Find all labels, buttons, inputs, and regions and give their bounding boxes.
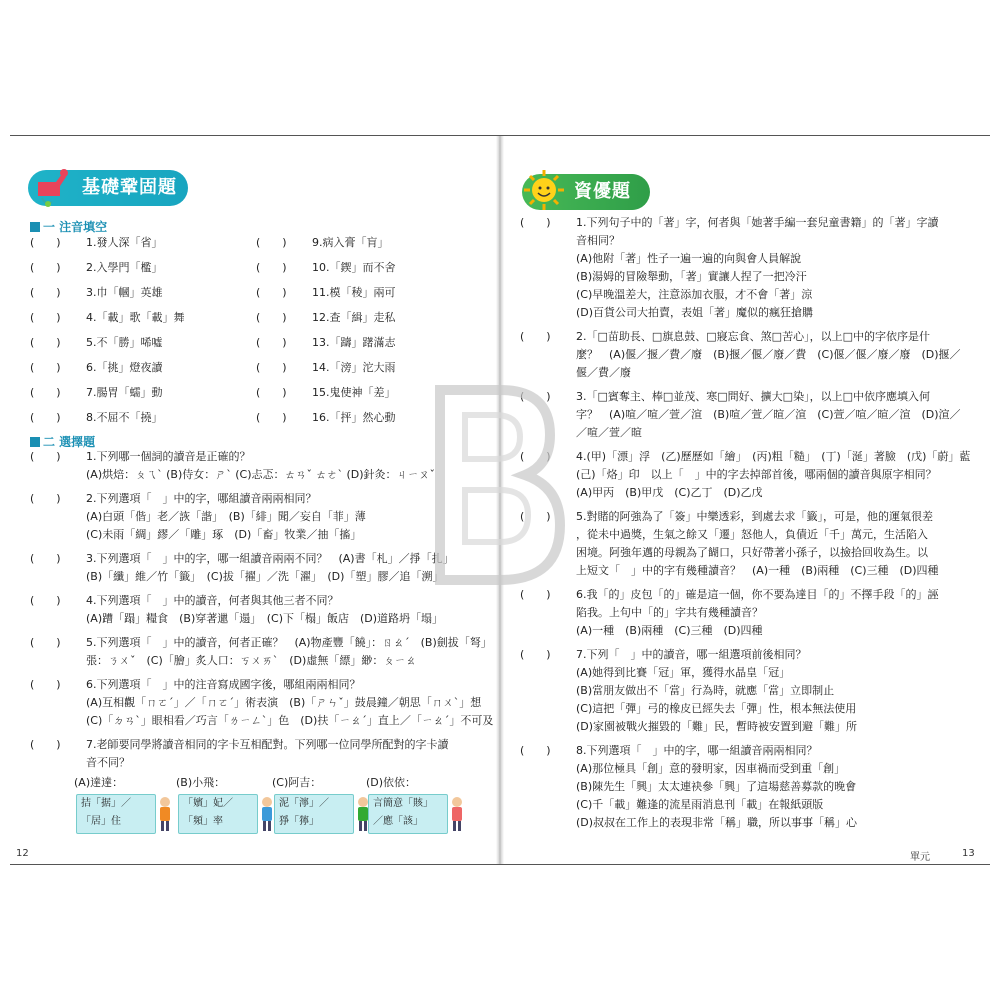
section-mc-label: 二 選擇題	[43, 435, 96, 449]
fill-item	[30, 411, 163, 425]
left-page-number: 12	[16, 848, 29, 859]
fill-text: 10.「鍥」而不舍	[312, 261, 396, 274]
question-line	[520, 450, 970, 464]
question-text: 字？ (A)喧／喧／萱／渲 (B)喧／萱／暄／渲 (C)萱／喧／暄／渲 (D)渲／	[576, 408, 961, 421]
question-line	[576, 762, 845, 776]
question-text: 7.下列「 」中的讀音，哪一組選項前後相同？	[576, 648, 807, 661]
answer-blank[interactable]: ( )	[30, 336, 61, 349]
fill-text: 1.發人深「省」	[86, 236, 163, 249]
mc-line	[30, 636, 492, 650]
question-line	[576, 288, 812, 302]
question-text: (己)「烙」印 以上「 」中的字去掉部首後，哪兩個的讀音與原字相同？	[576, 468, 937, 481]
mc-line	[30, 738, 449, 752]
question-line	[576, 720, 857, 734]
mc-text: (A)烘焙：ㄆㄟˋ (B)侍女：ㄕˋ (C)忐忑：ㄊㄢˇ ㄊㄜˋ (D)針灸：ㄐㄧㄡˇ	[86, 468, 436, 481]
question-line	[576, 468, 937, 482]
question-text: (D)家園被戰火摧毀的「難」民，暫時被安置到避「難」所	[576, 720, 858, 733]
right-banner	[522, 174, 650, 210]
student-figure-icon	[450, 796, 464, 832]
question-line	[576, 528, 928, 542]
mc-text: (A)白頭「偕」老／詼「諧」 (B)「緋」聞／妄自「菲」薄	[86, 510, 366, 523]
word-card	[178, 794, 258, 834]
left-title: 基礎鞏固題	[82, 177, 177, 198]
fill-text: 14.「滂」沱大雨	[312, 361, 396, 374]
mc-line	[86, 714, 493, 728]
answer-blank[interactable]: ( )	[256, 386, 287, 399]
answer-blank[interactable]: ( )	[520, 648, 551, 661]
fill-item	[30, 236, 163, 250]
word-card-line: ／應「該」	[373, 816, 423, 827]
answer-blank[interactable]: ( )	[30, 261, 61, 274]
mc-text: 4.下列選項「 」中的讀音，何者與其他三者不同？	[86, 594, 339, 607]
mc-text: 1.下列哪一個詞的讀音是正確的？	[86, 450, 251, 463]
answer-blank[interactable]: ( )	[30, 492, 61, 505]
question-line	[576, 306, 813, 320]
word-card-line: 「嬪」妃／	[183, 798, 233, 809]
question-text: (B)陳先生「興」太太連袂參「興」了這場慈善募款的晚會	[576, 780, 857, 793]
fill-item	[256, 411, 396, 425]
answer-blank[interactable]: ( )	[30, 738, 61, 751]
answer-blank[interactable]: ( )	[30, 386, 61, 399]
mc-text: (A)互相觀「ㄇㄛˊ」／「ㄇㄛˊ」術表演 (B)「ㄕㄣˇ」鼓晨鐘／朝思「ㄇㄨˋ」想	[86, 696, 482, 709]
question-line	[576, 816, 857, 830]
mc-line	[30, 678, 361, 692]
answer-blank[interactable]: ( )	[520, 330, 551, 343]
answer-blank[interactable]: ( )	[256, 261, 287, 274]
question-line	[576, 366, 631, 380]
mc-text: (A)蹧「蹋」糧食 (B)穿著邋「遢」 (C)下「榻」飯店 (D)道路坍「塌」	[86, 612, 444, 625]
mc-text: 5.下列選項「 」中的讀音，何者正確？ (A)物產豐「饒」：ㄖㄠˊ (B)劍拔「弩」	[86, 636, 492, 649]
mc-text: 音不同？	[86, 756, 130, 769]
mc-text: (B)「纖」維／竹「籤」 (C)拔「擢」／洗「濯」 (D)「塑」膠／追「溯」	[86, 570, 444, 583]
mc-line	[86, 510, 366, 524]
section-fill-label: 一 注音填空	[43, 220, 108, 234]
question-line	[520, 588, 939, 602]
fill-text: 8.不屈不「撓」	[86, 411, 163, 424]
question-line	[520, 744, 818, 758]
q7-option-label: (B)小飛：	[176, 776, 226, 789]
section-mc	[30, 433, 95, 450]
fill-text: 16.「抨」然心動	[312, 411, 396, 424]
question-text: (A)那位極具「創」意的發明家，因車禍而受到重「創」	[576, 762, 846, 775]
fill-text: 9.病入膏「肓」	[312, 236, 389, 249]
mc-text: 張：ㄋㄨˇ (C)「膾」炙人口：ㄎㄨㄞˋ (D)虛無「縹」緲：ㄆㄧㄠ	[86, 654, 417, 667]
mc-line	[30, 594, 339, 608]
word-card-line: 泥「濘」／	[279, 798, 329, 809]
question-line	[576, 666, 790, 680]
answer-blank[interactable]: ( )	[30, 311, 61, 324]
fill-item	[30, 286, 163, 300]
fill-item	[30, 336, 163, 350]
question-line	[520, 648, 807, 662]
answer-blank[interactable]: ( )	[256, 361, 287, 374]
mc-line	[30, 492, 317, 506]
question-line	[576, 234, 620, 248]
mc-line	[86, 654, 416, 668]
fill-text: 3.巾「幗」英雄	[86, 286, 163, 299]
word-card-line: 拮「据」／	[81, 798, 131, 809]
word-card	[76, 794, 156, 834]
fill-item	[256, 286, 396, 300]
answer-blank[interactable]: ( )	[256, 236, 287, 249]
fill-item	[30, 311, 185, 325]
question-line	[576, 702, 856, 716]
answer-blank[interactable]: ( )	[520, 450, 551, 463]
question-text: (D)叔叔在工作上的表現非常「稱」職，所以事事「稱」心	[576, 816, 858, 829]
right-page-number: 13	[962, 848, 975, 859]
mc-line	[86, 528, 361, 542]
question-text: (A)她得到比賽「冠」軍，獲得水晶皇「冠」	[576, 666, 791, 679]
left-banner	[28, 170, 188, 206]
answer-blank[interactable]: ( )	[256, 286, 287, 299]
question-text: ，從未中過獎，生氣之餘又「遷」怒他人，負債近「千」萬元，生活陷入	[576, 528, 928, 541]
mc-line	[86, 696, 481, 710]
question-text: (C)早晚溫差大，注意添加衣服，才不會「著」涼	[576, 288, 813, 301]
word-card-line: 猙「獰」	[279, 816, 319, 827]
fill-text: 15.鬼使神「差」	[312, 386, 396, 399]
q7-option-label: (D)依依：	[366, 776, 417, 789]
question-text: (C)這把「彈」弓的橡皮已經失去「彈」性，根本無法使用	[576, 702, 857, 715]
question-text: 2.「□苗助長、□旗息鼓、□寢忘食、煞□苦心」，以上□中的字依序是什	[576, 330, 930, 343]
question-line	[576, 606, 763, 620]
right-footer-label: 單元	[910, 852, 930, 863]
mc-line	[30, 450, 251, 464]
question-text: 1.下列句子中的「著」字，何者與「她著手編一套兒童書籍」的「著」字讀	[576, 216, 939, 229]
fill-item	[256, 236, 389, 250]
answer-blank[interactable]: ( )	[30, 236, 61, 249]
answer-blank[interactable]: ( )	[256, 336, 287, 349]
question-text: 麼？ (A)偃／揠／費／廢 (B)揠／偃／廢／費 (C)偃／偃／廢／廢 (D)揠／	[576, 348, 961, 361]
question-line	[576, 798, 823, 812]
word-card-line: 「居」住	[81, 816, 121, 827]
mc-text: 3.下列選項「 」中的字，哪一組讀音兩兩不同？ (A)書「札」／掙「扎」	[86, 552, 454, 565]
question-line	[576, 408, 961, 422]
fill-item	[256, 361, 396, 375]
question-line	[576, 624, 763, 638]
question-line	[576, 564, 939, 578]
answer-blank[interactable]: ( )	[30, 361, 61, 374]
answer-blank[interactable]: ( )	[30, 636, 61, 649]
question-line	[576, 546, 928, 560]
fill-item	[256, 336, 396, 350]
fill-text: 2.入學門「檻」	[86, 261, 163, 274]
student-figure-icon	[158, 796, 172, 832]
question-text: 上短文「 」中的字有幾種讀音？ (A)一種 (B)兩種 (C)三種 (D)四種	[576, 564, 939, 577]
question-text: ／喧／萱／暄	[576, 426, 642, 439]
answer-blank[interactable]: ( )	[30, 286, 61, 299]
question-line	[520, 330, 930, 344]
question-line	[576, 426, 642, 440]
fill-text: 13.「躊」躇滿志	[312, 336, 396, 349]
fill-item	[256, 386, 396, 400]
fill-text: 11.模「稜」兩可	[312, 286, 396, 299]
question-text: (B)湯姆的冒險舉動，「著」實讓人捏了一把冷汗	[576, 270, 807, 283]
mc-line	[86, 612, 443, 626]
mc-line	[86, 570, 443, 584]
question-text: 陷我。上句中「的」字共有幾種讀音？	[576, 606, 763, 619]
fill-text: 5.不「勝」唏噓	[86, 336, 163, 349]
question-text: (D)百貨公司大拍賣，表姐「著」魔似的瘋狂搶購	[576, 306, 814, 319]
b-watermark-logo	[410, 370, 580, 610]
answer-blank[interactable]: ( )	[30, 450, 61, 463]
answer-blank[interactable]: ( )	[520, 390, 551, 403]
answer-blank[interactable]: ( )	[30, 411, 61, 424]
question-text: 3.「□賓奪主、棒□並茂、寒□問好、擴大□染」，以上□中依序應填入何	[576, 390, 930, 403]
right-title: 資優題	[574, 181, 631, 202]
answer-blank[interactable]: ( )	[520, 744, 551, 757]
word-card-line: 「頻」率	[183, 816, 223, 827]
fill-item	[256, 261, 396, 275]
question-text: (C)千「載」難逢的流星雨消息刊「載」在報紙頭版	[576, 798, 824, 811]
mc-text: (C)未雨「綢」繆／「雕」琢 (D)「畜」牧業／抽「搐」	[86, 528, 362, 541]
question-text: 困境。阿強年邁的母親為了餬口，只好帶著小孫子，以撿拾回收為生。以	[576, 546, 928, 559]
question-text: (A)甲丙 (B)甲戊 (C)乙丁 (D)乙戊	[576, 486, 763, 499]
question-text: 偃／費／廢	[576, 366, 631, 379]
mc-line	[30, 552, 454, 566]
question-line	[576, 348, 961, 362]
fill-text: 6.「挑」燈夜讀	[86, 361, 163, 374]
sun-icon	[522, 168, 570, 216]
answer-blank[interactable]: ( )	[520, 588, 551, 601]
mc-line	[86, 468, 435, 482]
fill-text: 12.查「緝」走私	[312, 311, 396, 324]
fill-text: 4.「載」歌「載」舞	[86, 311, 185, 324]
question-text: 5.對賭的阿強為了「簽」中樂透彩，到處去求「籤」，可是，他的運氣很差	[576, 510, 933, 523]
word-card	[274, 794, 354, 834]
answer-blank[interactable]: ( )	[30, 678, 61, 691]
word-card	[368, 794, 448, 834]
word-card-line: 言簡意「賅」	[373, 798, 433, 809]
question-line	[520, 510, 933, 524]
student-figure-icon	[260, 796, 274, 832]
mc-text: 6.下列選項「 」中的注音寫成國字後，哪組兩兩相同？	[86, 678, 361, 691]
fill-item	[30, 261, 163, 275]
mc-text: (C)「ㄉㄢˋ」眼相看／巧言「ㄌㄧㄥˋ」色 (D)扶「ㄧㄠˊ」直上／「ㄧㄠˊ」不可及	[86, 714, 494, 727]
question-text: 4.(甲)「漂」浮 (乙)歷歷如「繪」 (丙)粗「糙」 (丁)「涎」著臉 (戊)「蔚」藍	[576, 450, 971, 463]
fill-item	[30, 361, 163, 375]
question-line	[576, 270, 807, 284]
section-fill	[30, 218, 107, 235]
fill-item	[256, 311, 396, 325]
fill-item	[30, 386, 163, 400]
q7-option-label: (C)阿吉：	[272, 776, 322, 789]
question-line	[520, 390, 930, 404]
question-line	[520, 216, 939, 230]
question-text: (A)一種 (B)兩種 (C)三種 (D)四種	[576, 624, 763, 637]
question-line	[576, 684, 834, 698]
fill-text: 7.腸胃「蠕」動	[86, 386, 163, 399]
question-text: 6.我「的」皮包「的」確是這一個，你不要為達目「的」不擇手段「的」誣	[576, 588, 939, 601]
question-line	[576, 252, 801, 266]
question-line	[576, 780, 856, 794]
question-text: 8.下列選項「 」中的字，哪一組讀音兩兩相同？	[576, 744, 818, 757]
mc-line	[86, 756, 130, 770]
mc-text: 2.下列選項「 」中的字，哪組讀音兩兩相同？	[86, 492, 317, 505]
question-text: 音相同？	[576, 234, 620, 247]
mc-text: 7.老師要同學將讀音相同的字卡互相配對。下列哪一位同學所配對的字卡讀	[86, 738, 449, 751]
answer-blank[interactable]: ( )	[30, 594, 61, 607]
answer-blank[interactable]: ( )	[256, 411, 287, 424]
answer-blank[interactable]: ( )	[30, 552, 61, 565]
q7-option-label: (A)達達：	[74, 776, 124, 789]
question-text: (B)當朋友做出不「當」行為時，就應「當」立即制止	[576, 684, 835, 697]
watering-can-icon	[28, 164, 76, 212]
answer-blank[interactable]: ( )	[256, 311, 287, 324]
question-text: (A)他附「著」性子一遍一遍的向與會人員解說	[576, 252, 802, 265]
answer-blank[interactable]: ( )	[520, 510, 551, 523]
question-line	[576, 486, 763, 500]
answer-blank[interactable]: ( )	[520, 216, 551, 229]
